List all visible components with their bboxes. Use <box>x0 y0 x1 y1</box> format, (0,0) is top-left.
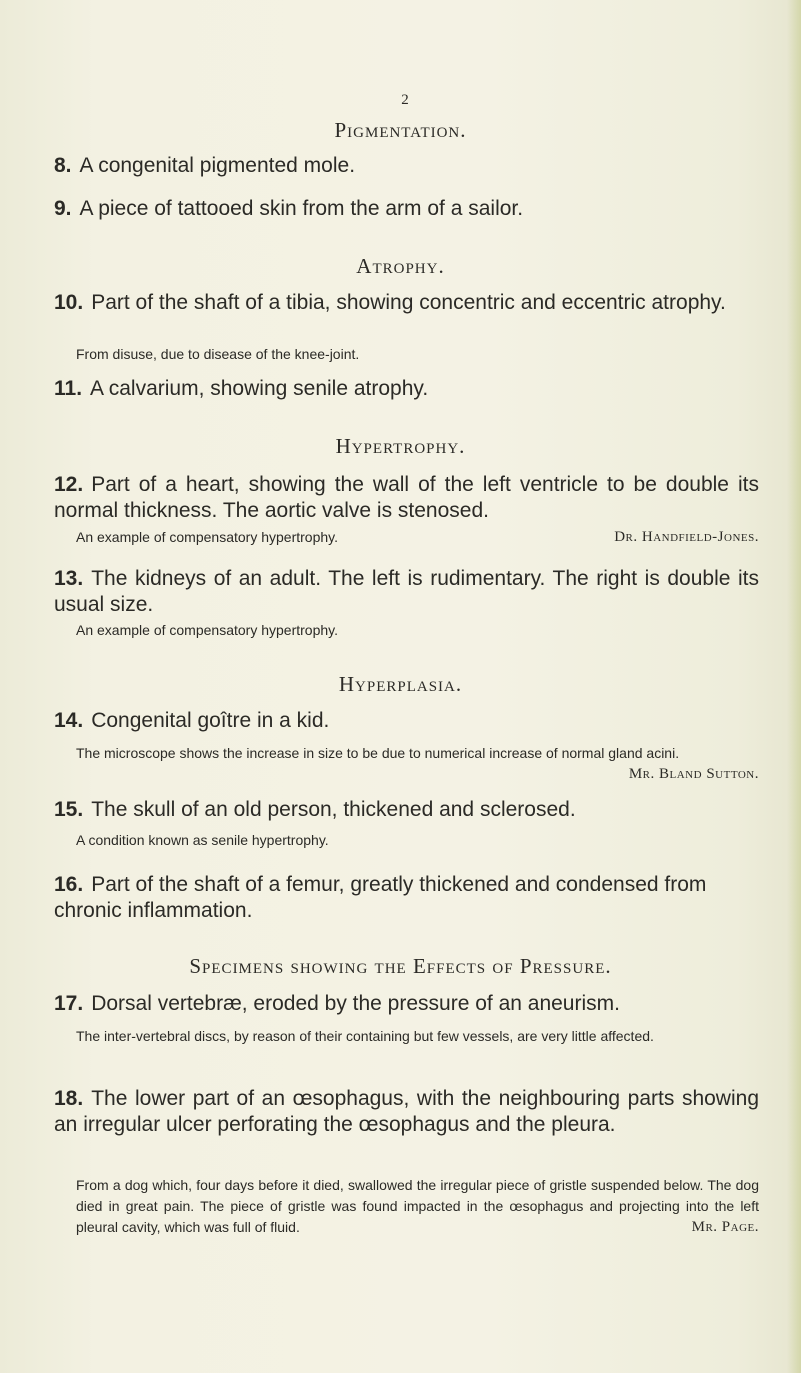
entry-17 <box>54 991 759 1017</box>
entry-14-note <box>76 743 759 785</box>
entry-number: 18. <box>54 1087 84 1110</box>
entry-12 <box>54 472 759 524</box>
entry-18-note-text: From a dog which, four days before it died, swallowed the irregular piece of gristle suspended below. The dog died in great pain. The piece of gristle was found impacted in the œsophagus and projecting into the left pleural cavity, which was full of fluid. <box>76 1177 759 1235</box>
entry-10-note: From disuse, due to disease of the knee-joint. <box>76 346 360 362</box>
entry-number: 14. <box>54 709 84 732</box>
entry-9 <box>54 196 759 222</box>
entry-number: 17. <box>54 992 84 1015</box>
section-heading-atrophy: Atrophy. <box>356 254 445 278</box>
entry-18-note <box>76 1175 759 1238</box>
entry-15 <box>54 797 759 823</box>
entry-13-note: An example of compensatory hypertrophy. <box>76 622 338 638</box>
entry-number: 10. <box>54 291 84 314</box>
entry-number: 16. <box>54 873 84 896</box>
entry-text: A piece of tattooed skin from the arm of a sailor. <box>79 197 524 220</box>
entry-text: A congenital pigmented mole. <box>79 154 356 177</box>
entry-18-credit: Mr. Page. <box>691 1219 759 1235</box>
entry-14-note-text: The microscope shows the increase in size to be due to numerical increase of normal gland acini. <box>76 745 680 761</box>
entry-14 <box>54 708 759 734</box>
entry-number: 9. <box>54 197 72 220</box>
entry-text: The kidneys of an adult. The left is rudimentary. The right is double its usual size. <box>54 567 759 616</box>
entry-17-note: The inter-vertebral discs, by reason of their containing but few vessels, are very little affected. <box>76 1028 654 1044</box>
entry-number: 15. <box>54 798 84 821</box>
section-heading-hyperplasia: Hyperplasia. <box>338 672 463 696</box>
entry-text: Part of the shaft of a femur, greatly thickened and condensed from chronic inflammation. <box>54 873 707 922</box>
entry-text: Dorsal vertebræ, eroded by the pressure of an aneurism. <box>91 992 620 1015</box>
entry-number: 12. <box>54 473 84 496</box>
entry-text: The skull of an old person, thickened and sclerosed. <box>91 798 576 821</box>
section-heading-hypertrophy: Hypertrophy. <box>335 434 466 458</box>
section-heading-pigmentation: Pigmentation. <box>334 118 467 142</box>
entry-18 <box>54 1086 759 1138</box>
entry-12-note-text: An example of compensatory hypertrophy. <box>76 529 338 545</box>
entry-12-credit: Dr. Handfield-Jones. <box>614 529 759 545</box>
entry-number: 11. <box>54 377 83 400</box>
entry-12-note <box>76 527 759 548</box>
entry-number: 8. <box>54 154 72 177</box>
entry-15-note: A condition known as senile hypertrophy. <box>76 832 329 848</box>
entry-text: The lower part of an œsophagus, with the neighbouring parts showing an irregular ulcer perforating the œsophagus and the pleura. <box>54 1087 759 1136</box>
entry-8 <box>54 153 759 179</box>
entry-text: Congenital goître in a kid. <box>91 709 330 732</box>
entry-16 <box>54 872 759 924</box>
entry-text: Part of a heart, showing the wall of the left ventricle to be double its normal thickness. The aortic valve is stenosed. <box>54 473 759 522</box>
entry-10 <box>54 290 759 316</box>
page-number: 2 <box>401 92 409 108</box>
section-heading-pressure: Specimens showing the Effects of Pressure. <box>189 954 612 978</box>
entry-14-credit: Mr. Bland Sutton. <box>628 766 759 782</box>
entry-13 <box>54 566 759 618</box>
entry-11 <box>54 376 759 402</box>
entry-number: 13. <box>54 567 84 590</box>
entry-text: A calvarium, showing senile atrophy. <box>90 377 429 400</box>
entry-text: Part of the shaft of a tibia, showing concentric and eccentric atrophy. <box>91 291 726 314</box>
